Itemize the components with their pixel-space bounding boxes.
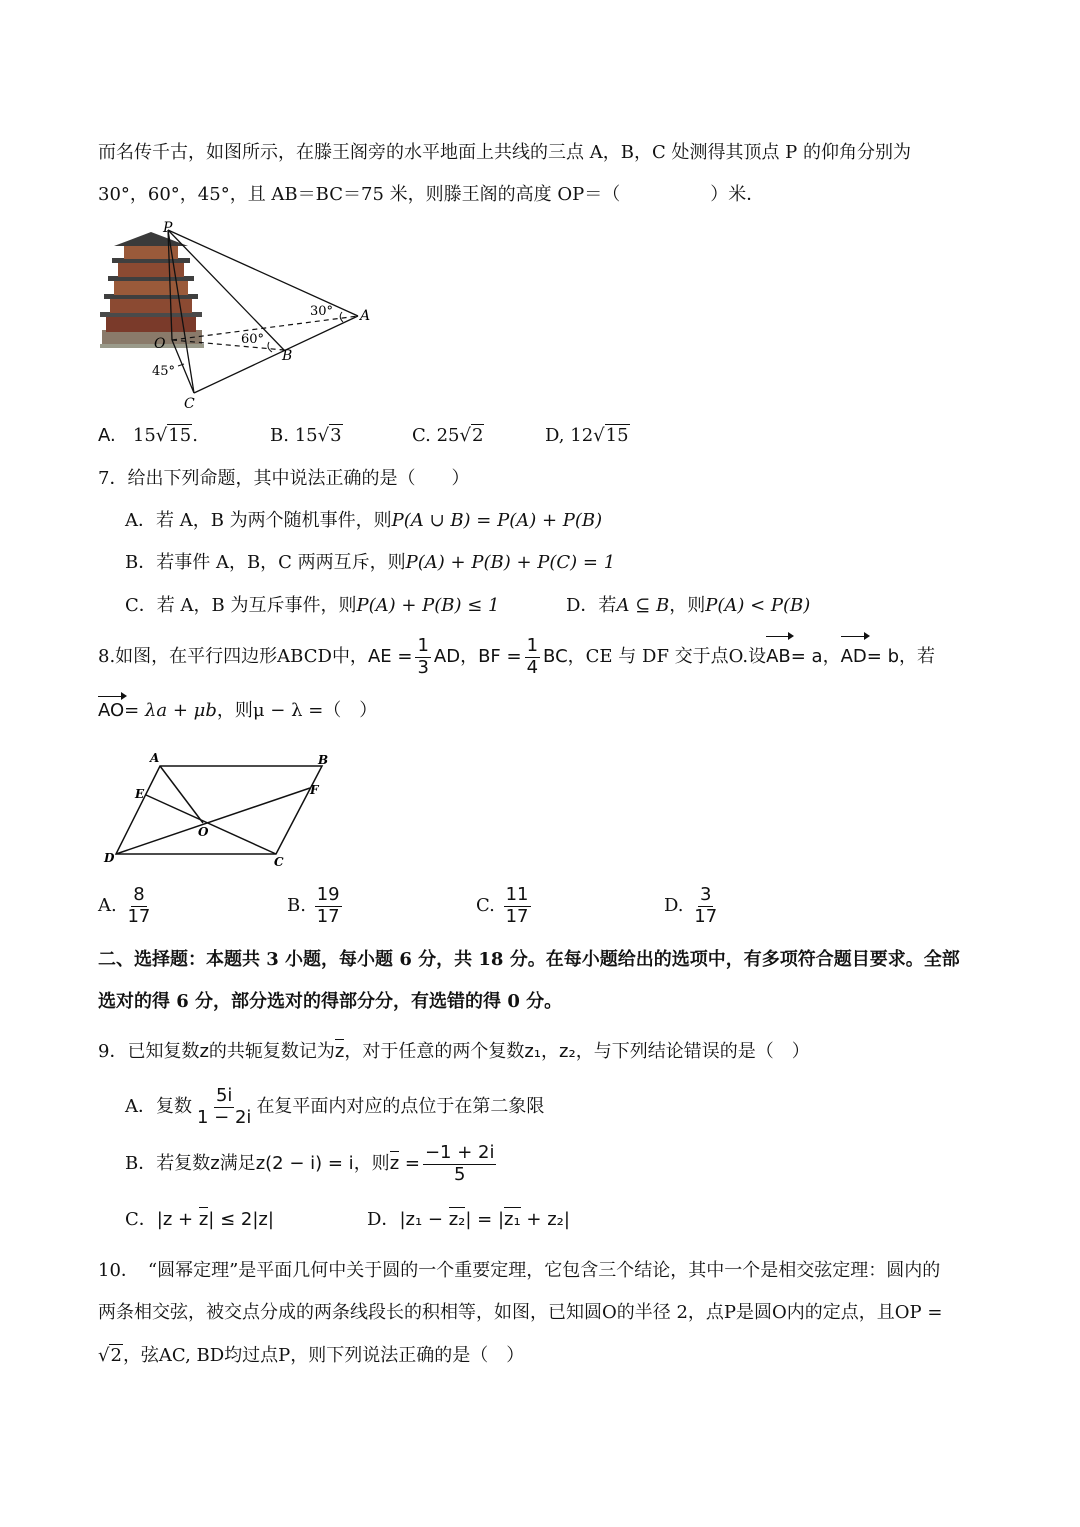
line-oa-dashed (172, 316, 358, 340)
q7-option-b[interactable]: B．若事件 A，B，C 两两互斥，则P(A) + P(B) + P(C) = 1 (125, 552, 616, 573)
label-f: F (310, 783, 319, 797)
q8-option-d[interactable]: D. $\frac{3}{17}$ (664, 884, 718, 927)
segment-ce (146, 795, 276, 854)
angle-label-30: 30° (310, 304, 334, 319)
q6-line-2: 30°，60°，45°，且 AB＝BC＝75 米，则滕王阁的高度 OP＝（ ）米． (98, 184, 765, 205)
parallelogram-abcd (116, 766, 322, 854)
tower-illustration (100, 232, 204, 348)
q9-option-a[interactable]: A．复数 $\frac{5i}{1 - 2i}$ 在复平面内对应的点位于在第二象限 (125, 1084, 545, 1128)
label-b: B (318, 753, 329, 767)
q6-option-b[interactable]: B. 15√3 (270, 425, 342, 446)
q6-option-c[interactable]: C. 25√2 (412, 425, 484, 446)
q9-option-d[interactable]: D．|z₁ − z₂| = |z₁ + z₂| (367, 1209, 570, 1230)
q7-option-a[interactable]: A．若 A，B 为两个随机事件，则P(A ∪ B) = P(A) + P(B) (125, 510, 603, 531)
q8-option-b[interactable]: B. $\frac{19}{17}$ (287, 884, 340, 927)
q8-figure (100, 750, 340, 872)
q6-line-1: 而名传千古，如图所示，在滕王阁旁的水平地面上共线的三点 A，B，C 处测得其顶点 P 的仰角分别为 (98, 142, 911, 163)
q8-option-c[interactable]: C. $\frac{11}{17}$ (476, 884, 529, 927)
label-b: B (282, 348, 293, 364)
label-c: C (184, 396, 195, 412)
label-e: E (135, 787, 145, 801)
label-o: O (198, 825, 209, 839)
section-2-heading-line-1: 二、选择题：本题共 3 小题，每小题 6 分，共 18 分。在每小题给出的选项中，有多项符合题目要求。全部 (98, 949, 960, 970)
q9-option-c[interactable]: C．|z + z| ≤ 2|z| (125, 1209, 274, 1230)
q7-option-c[interactable]: C．若 A，B 为互斥事件，则P(A) + P(B) ≤ 1 (125, 595, 500, 616)
label-p: P (163, 220, 173, 236)
q7-option-d[interactable]: D．若A ⊆ B，则P(A) < P(B) (566, 595, 811, 616)
q6-figure (96, 218, 376, 413)
label-d: D (104, 851, 115, 865)
angle-arc-b (268, 342, 272, 352)
angle-label-45: 45° (152, 364, 176, 379)
label-a: A (150, 751, 160, 765)
q6-option-d[interactable]: D, 12√15 (545, 425, 629, 446)
q8-option-a[interactable]: A. $\frac{8}{17}$ (98, 884, 151, 927)
q10-line-1: 10． “圆幂定理”是平面几何中关于圆的一个重要定理，它包含三个结论，其中一个是相交弦定理：圆内的 (98, 1260, 941, 1281)
q8-stem: 8.如图，在平行四边形ABCD中，AE = $\frac{1}{3}$ AD，BF = $\frac{1}{4}$ BC，CE 与 DF 交于点O.设AB= a，AD= b，若 (98, 635, 936, 678)
q7-stem: 7．给出下列命题，其中说法正确的是（ ） (98, 468, 470, 489)
q6-option-a[interactable]: A. 15√15. (98, 425, 198, 446)
segment-ao (160, 766, 203, 823)
q10-line-2: 两条相交弦，被交点分成的两条线段长的积相等，如图，已知圆O的半径 2，点P是圆O内的定点，且OP = (98, 1302, 943, 1323)
label-a: A (360, 308, 371, 324)
line-ac (194, 316, 358, 393)
label-c: C (274, 855, 284, 869)
q8-stem-2: AO= λa + μb，则μ − λ =（ ） (98, 698, 377, 724)
angle-label-60: 60° (241, 332, 265, 347)
q10-line-3: √2，弦AC, BD均过点P，则下列说法正确的是（ ） (98, 1345, 525, 1366)
q9-option-b[interactable]: B．若复数z满足z(2 − i) = i，则z = $\frac{-1 + 2i}{5}$ (125, 1141, 495, 1185)
angle-arc-a (340, 312, 343, 322)
section-2-heading-line-2: 选对的得 6 分，部分选对的得部分分，有选错的得 0 分。 (98, 991, 563, 1012)
label-o: O (154, 336, 166, 352)
q9-stem: 9．已知复数z的共轭复数记为z，对于任意的两个复数z₁，z₂，与下列结论错误的是（ ） (98, 1041, 810, 1062)
